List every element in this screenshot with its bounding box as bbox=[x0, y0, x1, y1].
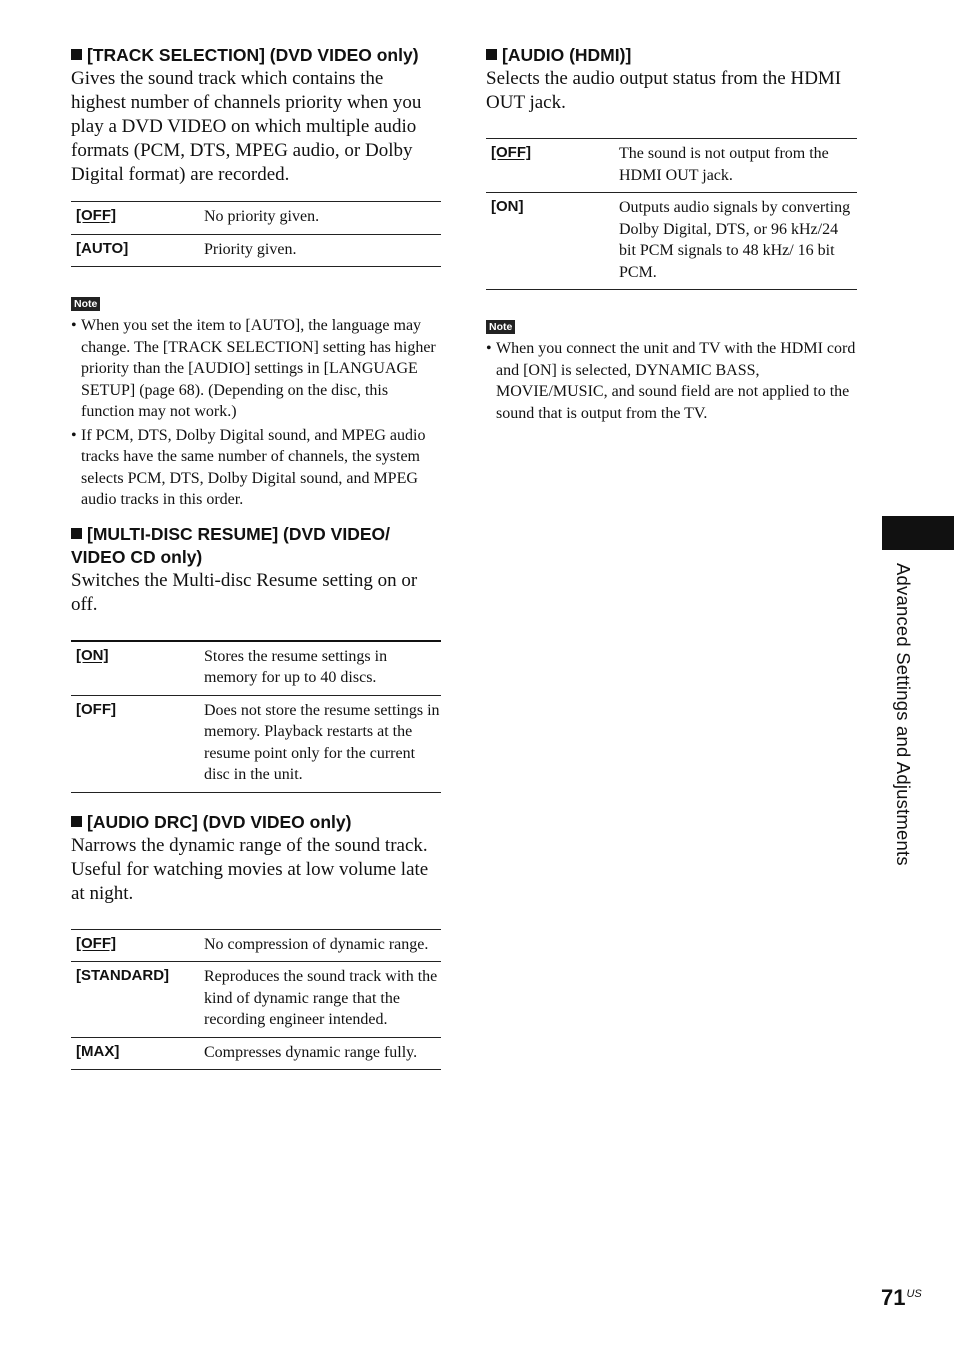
note-badge: Note bbox=[71, 297, 100, 311]
option-desc: Compresses dynamic range fully. bbox=[204, 1037, 441, 1070]
track-selection-section bbox=[71, 44, 441, 511]
track-selection-description: Gives the sound track which contains the highest number of channels priority when you play a DVD VIDEO on which multiple audio formats (PCM, DTS, MPEG audio, or Dolby Digital format) are recorded. bbox=[71, 68, 422, 185]
option-desc: No priority given. bbox=[204, 202, 441, 235]
square-bullet-icon bbox=[71, 49, 82, 60]
audio-drc-title: [AUDIO DRC] (DVD VIDEO only) bbox=[87, 811, 352, 832]
track-selection-title: [TRACK SELECTION] (DVD VIDEO only) bbox=[87, 45, 419, 65]
option-key: [OFF] bbox=[71, 929, 204, 962]
option-row bbox=[71, 962, 441, 1038]
audio-drc-heading bbox=[71, 811, 441, 834]
audio-drc-section bbox=[71, 811, 441, 1071]
option-key: [AUTO] bbox=[71, 234, 204, 267]
note-block bbox=[71, 294, 441, 511]
audio-drc-description: Narrows the dynamic range of the sound track. Useful for watching movies at low volume late at night. bbox=[71, 834, 429, 904]
chapter-tab-marker bbox=[882, 516, 954, 550]
option-desc: Stores the resume settings in memory for up to 40 discs. bbox=[204, 641, 441, 696]
audio-drc-options-table bbox=[71, 929, 441, 1071]
audio-hdmi-title: [AUDIO (HDMI)] bbox=[502, 45, 632, 65]
square-bullet-icon bbox=[486, 49, 497, 60]
note-block bbox=[486, 317, 857, 424]
option-row bbox=[71, 695, 441, 792]
page-region-suffix: US bbox=[906, 1288, 922, 1300]
track-selection-options-table bbox=[71, 201, 441, 267]
multi-disc-resume-description: Switches the Multi-disc Resume setting on or off. bbox=[71, 569, 418, 615]
page-number bbox=[881, 1285, 922, 1311]
option-desc: Outputs audio signals by converting Dolby Digital, DTS, or 96 kHz/24 bit PCM signals to 48 kHz/ 16 bit PCM. bbox=[619, 193, 857, 290]
note-item: • When you connect the unit and TV with the HDMI cord and [ON] is selected, DYNAMIC BASS, MOVIE/MUSIC, and sound field are not applied to the sound that is output from the TV. bbox=[486, 338, 857, 424]
option-row bbox=[486, 139, 857, 193]
option-desc: The sound is not output from the HDMI OUT jack. bbox=[619, 139, 857, 193]
option-desc: Reproduces the sound track with the kind of dynamic range that the recording engineer intended. bbox=[204, 962, 441, 1038]
multi-disc-resume-title: [MULTI-DISC RESUME] (DVD VIDEO/ VIDEO CD only) bbox=[71, 523, 391, 567]
page-number-value: 71 bbox=[881, 1285, 906, 1310]
audio-hdmi-heading bbox=[486, 44, 857, 67]
multi-disc-resume-heading bbox=[71, 523, 441, 569]
option-key: [MAX] bbox=[71, 1037, 204, 1070]
note-item: • When you set the item to [AUTO], the language may change. The [TRACK SELECTION] setting has higher priority than the [AUDIO] settings in [LANGUAGE SETUP] (page 68). (Depending on the disc, this function may not work.) bbox=[71, 315, 441, 423]
audio-hdmi-options-table bbox=[486, 138, 857, 290]
square-bullet-icon bbox=[71, 816, 82, 827]
option-key: [OFF] bbox=[71, 695, 204, 792]
option-desc: Priority given. bbox=[204, 234, 441, 267]
option-row bbox=[71, 929, 441, 962]
note-list bbox=[486, 338, 857, 424]
chapter-side-label: Advanced Settings and Adjustments bbox=[893, 563, 914, 866]
option-row bbox=[71, 202, 441, 235]
option-key: [OFF] bbox=[71, 202, 204, 235]
option-desc: No compression of dynamic range. bbox=[204, 929, 441, 962]
track-selection-heading bbox=[71, 44, 441, 67]
option-desc: Does not store the resume settings in memory. Playback restarts at the resume point only for the current disc in the unit. bbox=[204, 695, 441, 792]
option-row bbox=[71, 641, 441, 696]
multi-disc-resume-options-table bbox=[71, 640, 441, 793]
option-key: [OFF] bbox=[486, 139, 619, 193]
left-column bbox=[71, 44, 441, 1070]
option-row bbox=[71, 1037, 441, 1070]
note-badge: Note bbox=[486, 320, 515, 334]
right-column bbox=[486, 44, 857, 426]
square-bullet-icon bbox=[71, 528, 82, 539]
option-key: [ON] bbox=[71, 641, 204, 696]
audio-hdmi-section bbox=[486, 44, 857, 424]
audio-hdmi-description: Selects the audio output status from the HDMI OUT jack. bbox=[486, 68, 842, 113]
option-key: [STANDARD] bbox=[71, 962, 204, 1038]
note-list bbox=[71, 315, 441, 511]
option-key: [ON] bbox=[486, 193, 619, 290]
option-row bbox=[486, 193, 857, 290]
multi-disc-resume-section bbox=[71, 523, 441, 793]
note-item: • If PCM, DTS, Dolby Digital sound, and MPEG audio tracks have the same number of channels, the system selects PCM, DTS, Dolby Digital sound, and MPEG audio tracks in this order. bbox=[71, 425, 441, 511]
option-row bbox=[71, 234, 441, 267]
